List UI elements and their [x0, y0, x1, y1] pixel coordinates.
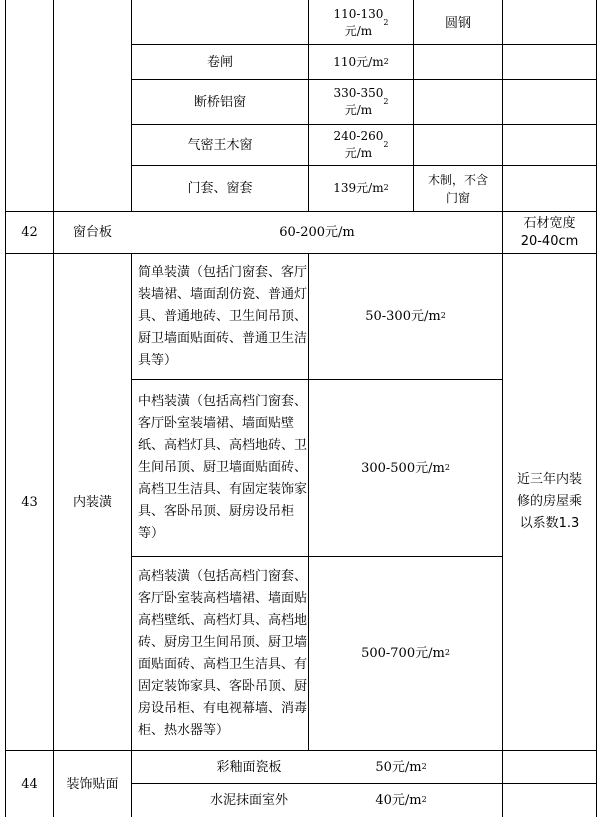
note-cell: 木制，不含 门窗: [427, 172, 488, 205]
item-cell: 卷闸: [206, 54, 233, 70]
row-name: 内装潢: [72, 494, 112, 510]
note-cell: 近三年内装 修的房屋乘 以系数1.3: [516, 472, 582, 531]
price-cell: 40元/m $^2$: [375, 793, 427, 808]
row-number: 44: [21, 776, 38, 792]
item-cell: 气密王木窗: [187, 137, 253, 153]
price-cell: 240-260 元/m $^2$: [333, 129, 389, 160]
row-name: 装饰贴面: [66, 776, 119, 792]
row-name: 窗台板: [72, 225, 112, 240]
item-cell: 门套、窗套: [187, 181, 253, 196]
item-cell: 水泥抹面室外: [209, 793, 288, 808]
note-cell: 圆钢: [444, 15, 471, 31]
price-cell: 330-350 元/m $^2$: [333, 86, 389, 117]
item-cell: 断桥铝窗: [193, 94, 246, 110]
price-cell: 300-500元/m $^2$: [361, 460, 450, 476]
price-cell: 50元/m $^2$: [375, 759, 427, 775]
table-border-right: [596, 0, 597, 817]
price-cell: 110-130 元/m $^2$: [333, 7, 389, 38]
decoration-description: 中档装潢（包括高档门窗套、客厅卧室装墙裙、墙面贴壁纸、高档灯具、高档地砖、卫生间吊顶、厨卫墙面贴面砖、高档卫生洁具、有固定装饰家具、客卧吊顶、厨房设吊柜等）: [138, 394, 308, 541]
decoration-description: 高档装潢（包括高档门窗套、客厅卧室装高档墙裙、墙面贴高档壁纸、高档灯具、高档地砖、厨房卫生间吊顶、厨卫墙面贴面砖、高档卫生洁具、有固定装饰家具、客卧吊顶、厨房设吊柜、有电视幕墙、消毒柜、热水器等）: [138, 568, 308, 738]
price-cell: 139元/m $^2$: [333, 181, 389, 195]
note-cell: 石材宽度 20-40cm: [520, 215, 579, 249]
row-number: 43: [21, 494, 38, 510]
price-cell: 60-200元/m: [279, 225, 355, 240]
decoration-description: 简单装潢（包括门窗套、客厅装墙裙、墙面刮仿瓷、普通灯具、普通地砖、卫生间吊顶、厨卫墙面贴面砖、普通卫生洁具等）: [138, 264, 308, 368]
row-number: 42: [21, 225, 38, 240]
price-cell: 500-700元/m $^2$: [361, 646, 450, 661]
price-cell: 110元/m $^2$: [333, 54, 389, 69]
item-cell: 彩釉面瓷板: [216, 759, 282, 775]
price-cell: 50-300元/m $^2$: [365, 309, 446, 324]
